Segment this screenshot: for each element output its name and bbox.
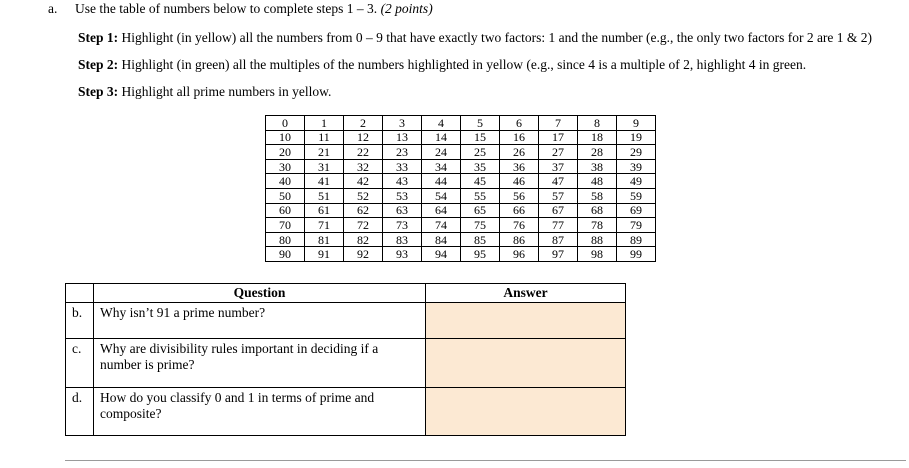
- number-cell: 18: [578, 130, 617, 145]
- number-cell: 34: [422, 159, 461, 174]
- step-3: [78, 84, 909, 100]
- number-cell: 59: [617, 188, 656, 203]
- number-cell: 24: [422, 145, 461, 160]
- qa-header-letter: [66, 283, 94, 302]
- number-cell: 9: [617, 116, 656, 131]
- number-cell: 27: [539, 145, 578, 160]
- number-table: [265, 115, 656, 262]
- number-cell: 85: [461, 232, 500, 247]
- number-cell: 90: [266, 247, 305, 262]
- question-text: Why are divisibility rules important in deciding if a number is prime?: [94, 338, 426, 387]
- number-cell: 64: [422, 203, 461, 218]
- number-cell: 68: [578, 203, 617, 218]
- number-cell: 72: [344, 218, 383, 233]
- number-row: [266, 159, 656, 174]
- number-cell: 88: [578, 232, 617, 247]
- number-cell: 31: [305, 159, 344, 174]
- number-cell: 20: [266, 145, 305, 160]
- number-cell: 41: [305, 174, 344, 189]
- number-cell: 19: [617, 130, 656, 145]
- number-cell: 69: [617, 203, 656, 218]
- number-cell: 79: [617, 218, 656, 233]
- number-cell: 25: [461, 145, 500, 160]
- row-letter: d.: [66, 387, 94, 435]
- number-cell: 23: [383, 145, 422, 160]
- number-cell: 36: [500, 159, 539, 174]
- number-table-body: [266, 116, 656, 262]
- number-row: [266, 218, 656, 233]
- number-cell: 45: [461, 174, 500, 189]
- number-cell: 67: [539, 203, 578, 218]
- number-row: [266, 145, 656, 160]
- number-cell: 38: [578, 159, 617, 174]
- number-cell: 2: [344, 116, 383, 131]
- number-cell: 93: [383, 247, 422, 262]
- item-letter-a: a.: [48, 1, 58, 16]
- number-cell: 60: [266, 203, 305, 218]
- answer-cell[interactable]: [426, 387, 626, 435]
- number-cell: 81: [305, 232, 344, 247]
- number-cell: 4: [422, 116, 461, 131]
- number-cell: 40: [266, 174, 305, 189]
- number-row: [266, 247, 656, 262]
- step-2-text: Highlight (in green) all the multiples of the numbers highlighted in yellow (e.g., since 4 is a multiple of 2, highlight 4 in green.: [118, 57, 807, 72]
- number-cell: 14: [422, 130, 461, 145]
- number-cell: 16: [500, 130, 539, 145]
- step-1: [78, 30, 909, 46]
- number-cell: 87: [539, 232, 578, 247]
- number-cell: 26: [500, 145, 539, 160]
- steps-list: [78, 30, 909, 100]
- number-cell: 56: [500, 188, 539, 203]
- number-cell: 57: [539, 188, 578, 203]
- number-row: [266, 116, 656, 131]
- number-cell: 99: [617, 247, 656, 262]
- number-cell: 21: [305, 145, 344, 160]
- number-cell: 3: [383, 116, 422, 131]
- number-cell: 8: [578, 116, 617, 131]
- number-cell: 74: [422, 218, 461, 233]
- number-cell: 62: [344, 203, 383, 218]
- number-cell: 50: [266, 188, 305, 203]
- number-cell: 51: [305, 188, 344, 203]
- number-cell: 12: [344, 130, 383, 145]
- number-cell: 83: [383, 232, 422, 247]
- number-row: [266, 203, 656, 218]
- number-cell: 75: [461, 218, 500, 233]
- number-cell: 71: [305, 218, 344, 233]
- number-cell: 29: [617, 145, 656, 160]
- step-2-label: Step 2:: [78, 57, 119, 72]
- number-cell: 49: [617, 174, 656, 189]
- qa-row-d: [66, 387, 626, 435]
- number-cell: 73: [383, 218, 422, 233]
- number-cell: 97: [539, 247, 578, 262]
- step-3-label: Step 3:: [78, 84, 119, 99]
- number-cell: 92: [344, 247, 383, 262]
- intro-line: [0, 0, 909, 17]
- number-row: [266, 174, 656, 189]
- number-cell: 77: [539, 218, 578, 233]
- question-text: How do you classify 0 and 1 in terms of prime and composite?: [94, 387, 426, 435]
- number-cell: 0: [266, 116, 305, 131]
- number-cell: 61: [305, 203, 344, 218]
- qa-row-b: [66, 302, 626, 338]
- number-cell: 48: [578, 174, 617, 189]
- number-cell: 17: [539, 130, 578, 145]
- number-cell: 98: [578, 247, 617, 262]
- number-cell: 94: [422, 247, 461, 262]
- number-cell: 95: [461, 247, 500, 262]
- number-cell: 47: [539, 174, 578, 189]
- number-cell: 54: [422, 188, 461, 203]
- number-cell: 78: [578, 218, 617, 233]
- number-cell: 82: [344, 232, 383, 247]
- intro-text: Use the table of numbers below to complete steps 1 – 3. (2 points): [75, 1, 433, 16]
- row-letter: b.: [66, 302, 94, 338]
- step-1-text: Highlight (in yellow) all the numbers from 0 – 9 that have exactly two factors: 1 and the number (e.g., the only two factors for 2 are 1 & 2): [118, 30, 873, 45]
- number-cell: 11: [305, 130, 344, 145]
- number-cell: 10: [266, 130, 305, 145]
- question-text: Why isn’t 91 a prime number?: [94, 302, 426, 338]
- number-cell: 84: [422, 232, 461, 247]
- number-cell: 91: [305, 247, 344, 262]
- number-cell: 15: [461, 130, 500, 145]
- qa-header-answer: Answer: [426, 283, 626, 302]
- number-cell: 30: [266, 159, 305, 174]
- number-cell: 43: [383, 174, 422, 189]
- number-cell: 96: [500, 247, 539, 262]
- step-3-text: Highlight all prime numbers in yellow.: [118, 84, 332, 99]
- row-letter: c.: [66, 338, 94, 387]
- question-answer-table: [65, 283, 626, 436]
- number-cell: 65: [461, 203, 500, 218]
- number-cell: 28: [578, 145, 617, 160]
- number-cell: 1: [305, 116, 344, 131]
- step-1-label: Step 1:: [78, 30, 119, 45]
- step-2: [78, 57, 909, 73]
- number-row: [266, 188, 656, 203]
- number-cell: 70: [266, 218, 305, 233]
- number-cell: 5: [461, 116, 500, 131]
- number-cell: 52: [344, 188, 383, 203]
- page-divider: [65, 460, 906, 461]
- number-cell: 63: [383, 203, 422, 218]
- number-cell: 89: [617, 232, 656, 247]
- number-cell: 6: [500, 116, 539, 131]
- number-cell: 33: [383, 159, 422, 174]
- number-cell: 42: [344, 174, 383, 189]
- qa-header-row: [66, 283, 626, 302]
- number-cell: 66: [500, 203, 539, 218]
- qa-row-c: [66, 338, 626, 387]
- number-row: [266, 130, 656, 145]
- number-cell: 76: [500, 218, 539, 233]
- number-cell: 37: [539, 159, 578, 174]
- number-cell: 46: [500, 174, 539, 189]
- number-cell: 32: [344, 159, 383, 174]
- answer-cell[interactable]: [426, 302, 626, 338]
- number-cell: 22: [344, 145, 383, 160]
- qa-header-question: Question: [94, 283, 426, 302]
- number-cell: 80: [266, 232, 305, 247]
- answer-cell[interactable]: [426, 338, 626, 387]
- number-cell: 7: [539, 116, 578, 131]
- number-cell: 35: [461, 159, 500, 174]
- number-cell: 58: [578, 188, 617, 203]
- number-row: [266, 232, 656, 247]
- number-cell: 39: [617, 159, 656, 174]
- number-cell: 44: [422, 174, 461, 189]
- number-cell: 55: [461, 188, 500, 203]
- number-cell: 86: [500, 232, 539, 247]
- number-cell: 13: [383, 130, 422, 145]
- points-note: (2 points): [380, 1, 433, 16]
- number-cell: 53: [383, 188, 422, 203]
